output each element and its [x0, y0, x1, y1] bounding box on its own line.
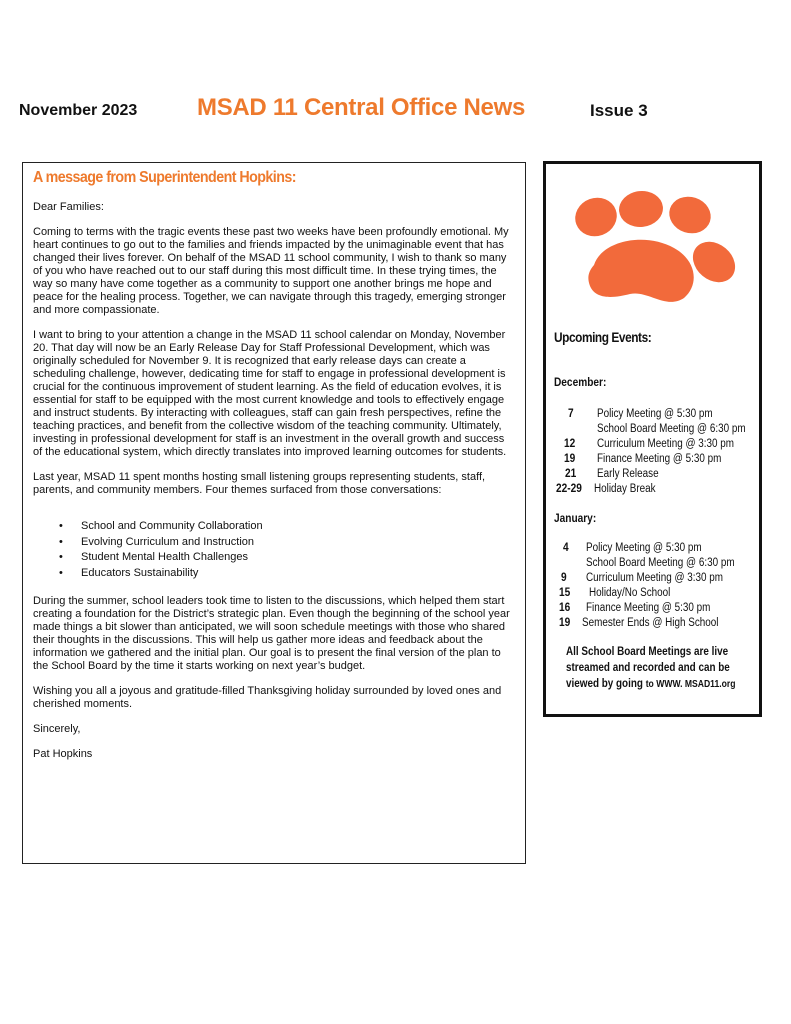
event-text: Finance Meeting @ 5:30 pm [597, 453, 722, 465]
event-date: 9 [561, 572, 567, 584]
theme-item: • School and Community Collaboration [69, 519, 515, 535]
events-heading: Upcoming Events: [554, 330, 652, 345]
event-date: 22-29 [556, 483, 582, 495]
event-row [546, 483, 762, 498]
masthead [0, 94, 791, 128]
event-text: Early Release [597, 468, 659, 480]
letter-paragraph: Last year, MSAD 11 spent months hosting small listening groups representing students, staff, parents, and community members. Four themes surfaced from those conversations: [33, 471, 486, 496]
event-row [546, 572, 762, 587]
event-row [546, 587, 762, 602]
month-january: January: [554, 513, 597, 525]
letter-paragraph: Coming to terms with the tragic events these past two weeks have been profoundly emotional. My heart continues to go out to the families and friends impacted by the unimaginable event that has changed their lives forever. On behalf of the MSAD 11 school community, I wish to thank so many of you who have reached out to our staff during this most difficult time. In these trying times, the way so many have come together as a community to support one another brings me hope and peace for the healing process. Together, we can navigate through this tragedy, emerging stronger and more compassionate. [33, 226, 509, 316]
livestream-note [566, 644, 755, 693]
letter-paragraph: Wishing you all a joyous and gratitude-filled Thanksgiving holiday surrounded by loved ones and cherished moments. [33, 685, 502, 710]
letter-paragraph: During the summer, school leaders took time to listen to the discussions, which helped them start creating a foundation for the District’s strategic plan. Even though the beginning of the school year made things a bit slower than anticipated, we will soon schedule meetings with those who shared their thoughts in the discussions. This will help us gather more ideas and feedback about the information we gathered and the initial plan. Our goal is to present the final version of the plan to the School Board by the time it starts working on next year’s budget. [33, 595, 510, 672]
event-text: School Board Meeting @ 6:30 pm [586, 557, 735, 569]
issue-number: Issue 3 [590, 101, 648, 120]
event-date: 19 [559, 617, 571, 629]
theme-item: • Educators Sustainability [69, 566, 515, 582]
event-text: Policy Meeting @ 5:30 pm [597, 408, 713, 420]
event-row [546, 617, 762, 632]
letter-heading: A message from Superintendent Hopkins: [33, 169, 296, 186]
letter-paragraph: I want to bring to your attention a change in the MSAD 11 school calendar on Monday, November 20. That day will now be an Early Release Day for Staff Professional Development, which was originally scheduled for November 9. It is recognized that early release days can create a scheduling challenge, however, dedicating time for staff to engage in professional development is crucial for the continuous improvement of student learning. As the field of education evolves, it is essential for staff to be equipped with the most current knowledge and tools to effectively engage and instruct students. By interacting with colleagues, staff can gain fresh perspectives, refine the teaching practices, and benefit from the collective wisdom of the teaching community. Ultimately, investing in professional development for staff is an investment in the overall growth and success of the educational system, which directly translates into improved learning outcomes for students. [33, 329, 507, 458]
event-date: 7 [568, 408, 574, 420]
event-date: 19 [564, 453, 576, 465]
event-text: Curriculum Meeting @ 3:30 pm [597, 438, 735, 450]
event-date: 16 [559, 602, 571, 614]
district-website-link[interactable]: to WWW. MSAD11.org [645, 679, 736, 690]
event-row [546, 438, 762, 453]
event-date: 15 [559, 587, 571, 599]
event-text: School Board Meeting @ 6:30 pm [597, 423, 746, 435]
event-date: 21 [565, 468, 577, 480]
themes-list [33, 519, 515, 581]
event-text: Curriculum Meeting @ 3:30 pm [586, 572, 724, 584]
event-row [546, 468, 762, 483]
event-text: Semester Ends @ High School [582, 617, 719, 629]
event-text: Finance Meeting @ 5:30 pm [586, 602, 711, 614]
event-row [546, 408, 762, 423]
event-date: 12 [564, 438, 576, 450]
event-row [546, 423, 762, 438]
paw-print-icon [574, 190, 739, 310]
event-row [546, 557, 762, 572]
event-date: 4 [563, 542, 569, 554]
letter-greeting: Dear Families: [33, 201, 104, 213]
event-row [546, 542, 762, 557]
livestream-note-text: All School Board Meetings are live streamed and recorded and can be viewed by going [566, 646, 730, 690]
event-row [546, 602, 762, 617]
letter-signoff: Sincerely, [33, 723, 81, 735]
newsletter-title: MSAD 11 Central Office News [197, 94, 526, 121]
superintendent-letter [22, 162, 526, 864]
letter-signature: Pat Hopkins [33, 748, 93, 760]
events-sidebar [543, 161, 762, 717]
theme-item: • Evolving Curriculum and Instruction [69, 535, 515, 551]
event-text: Policy Meeting @ 5:30 pm [586, 542, 702, 554]
issue-date: November 2023 [19, 102, 138, 119]
month-december: December: [554, 377, 607, 389]
event-text: Holiday/No School [589, 587, 671, 599]
theme-item: • Student Mental Health Challenges [69, 550, 515, 566]
event-text: Holiday Break [594, 483, 656, 495]
event-row [546, 453, 762, 468]
